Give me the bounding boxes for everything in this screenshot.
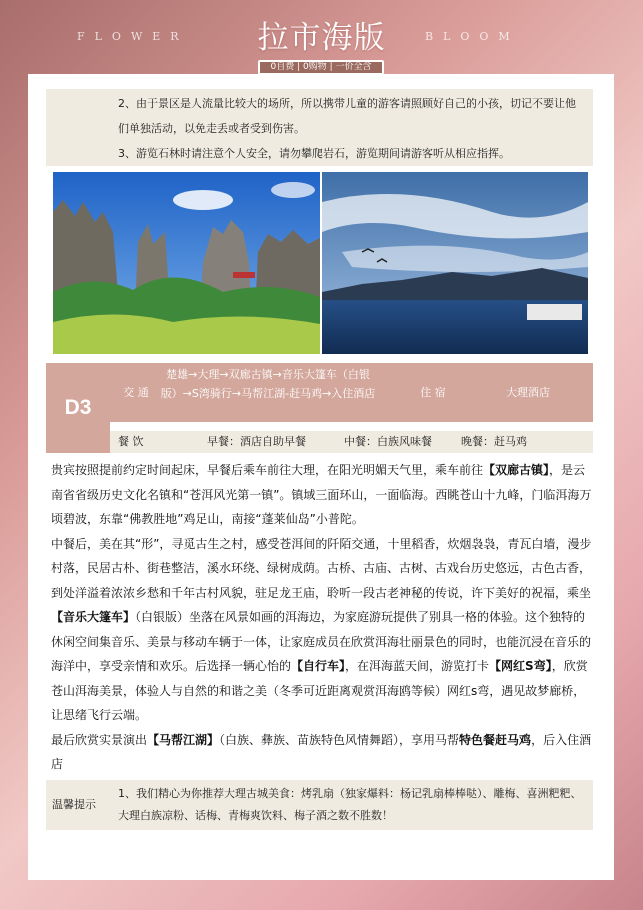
tagline-text: 0自费 | 0购物 | 一价全含 xyxy=(260,62,382,73)
notes-box xyxy=(46,89,593,166)
stay-label: 住 宿 xyxy=(420,386,446,399)
stone-forest-image xyxy=(53,172,320,354)
photo-stone-forest xyxy=(53,172,320,354)
meal-label: 餐 饮 xyxy=(118,435,144,448)
tagline-badge xyxy=(258,60,384,75)
itinerary-body xyxy=(51,458,593,777)
route-text: 楚雄→大理→双廊古镇→音乐大篷车（白银版）→S湾骑行→马帮江湖-赶马鸡→入住酒店 xyxy=(160,368,376,400)
note-item: 3、游览石林时请注意个人安全，请勿攀爬岩石，游览期间请游客听从相应指挥。 xyxy=(118,147,510,160)
page-title: 拉市海版 xyxy=(257,20,386,56)
deco-text-left: FLOWER xyxy=(77,30,189,43)
tip-label: 温馨提示 xyxy=(52,798,96,811)
deco-text-right: BLOOM xyxy=(425,30,520,43)
stay-value: 大理酒店 xyxy=(506,386,550,399)
lunch-info: 中餐：白族风味餐 xyxy=(344,435,432,448)
photo-erhai-lake xyxy=(322,172,588,354)
paragraph: 贵宾按照提前约定时间起床，早餐后乘车前往大理，在阳光明媚天气里，乘车前往【双廊古镇】，是云南省省级历史文化名镇和“苍洱风光第一镇”。镇域三面环山，一面临海。西眺苍山十九峰，门临洱海万顷碧波，东靠“佛教胜地”鸡足山，南接“蓬莱仙岛”小普陀。 xyxy=(51,463,592,526)
content-card xyxy=(28,74,614,880)
day-label: D3 xyxy=(46,363,110,453)
paragraph: 中餐后，美在其“形”，寻觅古生之村，感受苍洱间的阡陌交通，十里稻香，炊烟袅袅，青瓦白墙，漫步村落，民居古朴、街巷整洁，溪水环绕、绿树成荫。古桥、古庙、古树、古戏台历史悠远，古色古香，到处洋溢着浓浓乡愁和千年古村风貌，驻足龙王庙，聆听一段古老神秘的传说，许下美好的祝福，乘坐【音乐大篷车】（白银版）坐落在风景如画的洱海边，为家庭游玩提供了别具一格的体验。这个独特的休闲空间集音乐、美景与移动车辆于一体，让家庭成员在欣赏洱海壮丽景色的同时，也能沉浸在音乐的海洋中，享受亲情和欢乐。后选择一辆心怡的【自行车】，在洱海蓝天间，游览打卡【网红S弯】，欣赏苍山洱海美景，体验人与自然的和谐之美（冬季可近距离观赏洱海鸥等候）网红s弯，遇见故梦廊桥，让思绪飞行云端。 xyxy=(51,536,592,722)
breakfast-info: 早餐：酒店自助早餐 xyxy=(207,435,306,448)
tip-box xyxy=(46,780,593,830)
transport-label: 交 通 xyxy=(123,386,149,399)
tip-text: 1、我们精心为你推荐大理古城美食：烤乳扇（独家爆料：杨记乳扇棒棒哒）、雕梅、喜洲粑粑、大理白族凉粉、话梅、青梅爽饮料、梅子酒之数不胜数！ xyxy=(118,787,582,822)
meal-row xyxy=(110,431,593,453)
note-item: 2、由于景区是人流量比较大的场所，所以携带儿童的游客请照顾好自己的小孩，切记不要让他们单独活动，以免走丢或者受到伤害。 xyxy=(118,97,576,135)
paragraph: 最后欣赏实景演出【马帮江湖】（白族、彝族、苗族特色风情舞蹈），享用马帮特色餐赶马鸡，后入住酒店 xyxy=(51,732,592,771)
dinner-info: 晚餐：赶马鸡 xyxy=(461,435,527,448)
erhai-lake-image xyxy=(322,172,588,354)
